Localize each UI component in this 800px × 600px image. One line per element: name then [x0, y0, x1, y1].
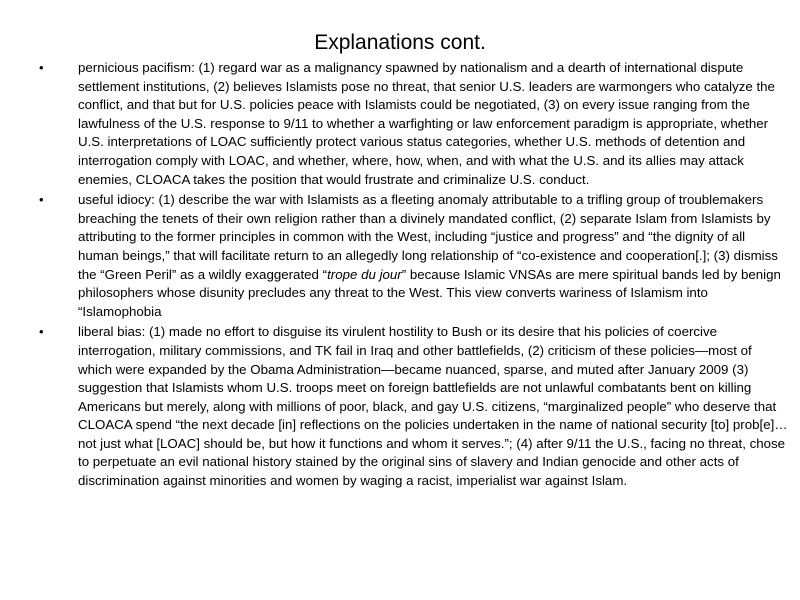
bullet-text [78, 324, 788, 488]
bullet-text [78, 192, 781, 319]
bullet-marker: • [39, 192, 44, 208]
bullet-text-italic: trope du jour [327, 266, 402, 282]
bullet-text-segment: pernicious pacifism: (1) regard war as a malignancy spawned by nationalism and a dearth of international dispute settlement institutions, (2) believes Islamists pose no threat, that senior U.S. leaders are warmongers who catalyze the conflict, and that but for U.S. policies peace with Islamists could be negotiated, (3) on every issue ranging from the lawfulness of the U.S. response to 9/11 to whether a warfighting or law enforcement paradigm is appropriate, whether U.S. interpretations of LOAC sufficiently protect various status categories, whether U.S. methods of detention and interrogation comply with LOAC, and whether, where, how, when, and with what the U.S. and its allies may attack enemies, CLOACA takes the position that would frustrate and criminalize U.S. conduct. [78, 60, 775, 187]
bullet-text [78, 60, 775, 187]
bullet-marker: • [39, 60, 44, 75]
bullet-item-liberal-bias [33, 323, 788, 490]
slide-title: Explanations cont. [314, 31, 486, 54]
bullet-marker: • [39, 324, 44, 340]
bullet-list [33, 59, 788, 493]
bullet-text-segment: useful idiocy: (1) describe the war with Islamists as a fleeting anomaly attributable to a trifling group of troublemakers breaching the tenets of their own religion rather than a divinely mandated conflict, (2) separate Islam from Islamists by attributing to the former principles in common with the West, including “justice and progress” and “the dignity of all human beings,” that will facilitate return to an allegedly long relationship of “co-existence and cooperation[.]; (3) dismiss the “Green Peril” as a wildly exaggerated “ [78, 192, 778, 282]
bullet-item-useful-idiocy [33, 191, 788, 321]
bullet-text-segment: liberal bias: (1) made no effort to disguise its virulent hostility to Bush or its desire that his policies of coercive interrogation, military commissions, and TK fail in Iraq and other battlefields, (2) criticism of these policies—most of which were expanded by the Obama Administration—became nuanced, sparse, and muted after January 2009 (3) suggestion that Islamists whom U.S. troops meet on foreign battlefields are not unlawful combatants bent on killing Americans but merely, along with millions of poor, black, and gay U.S. citizens, “marginalized people” who deserve that CLOACA spend “the next decade [in] reflections on the policies undertaken in the name of national security [to] prob[e]…not just what [LOAC] should be, but how it functions and whom it serves.”; (4) after 9/11 the U.S., facing no threat, chose to perpetuate an evil national history stained by the original sins of slavery and Indian genocide and other acts of discrimination against minorities and women by waging a racist, imperialist war against Islam. [78, 324, 788, 489]
bullet-item-pernicious-pacifism [33, 59, 788, 189]
bullet-text-segment: ” because Islamic VNSAs are mere spiritual bands led by benign philosophers whose disunity precludes any threat to the West. This view converts wariness of Islamism into “Islamophobia [78, 266, 781, 319]
